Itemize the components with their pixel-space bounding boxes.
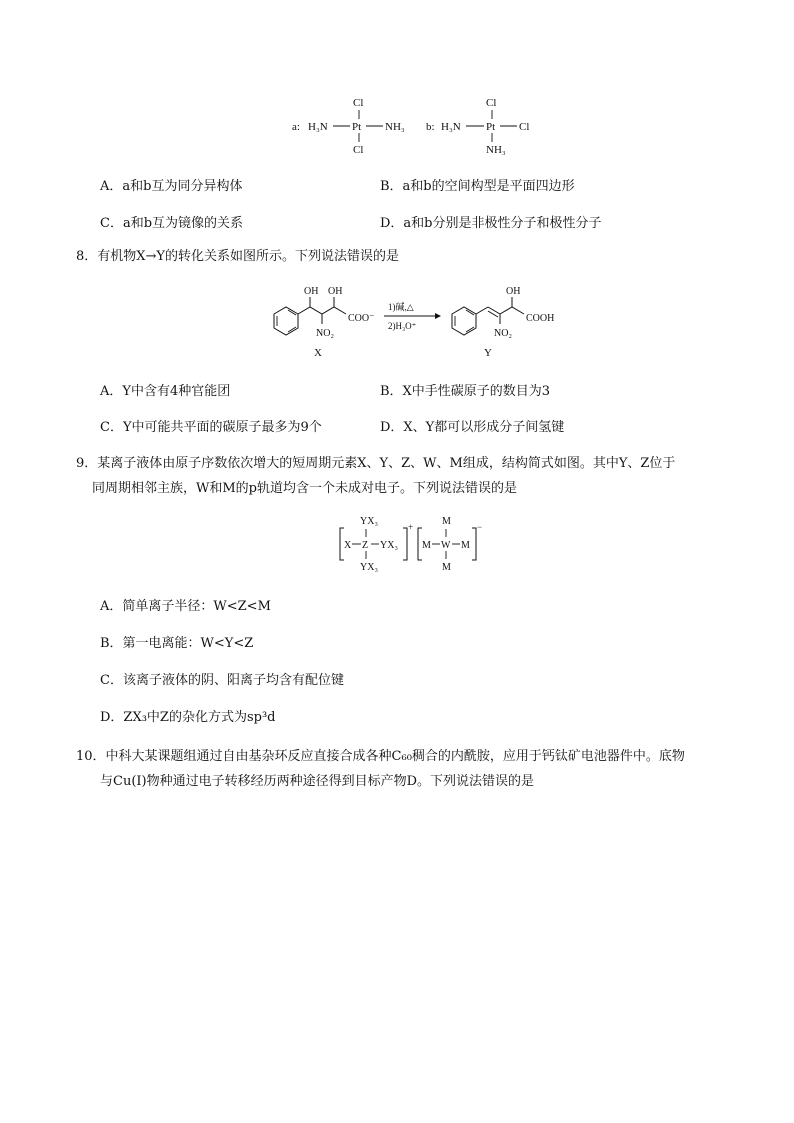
x-no2: NO₂	[316, 328, 334, 339]
q9-stem-line-2: 同周期相邻主族，W和M的p轨道均含一个未成对电子。下列说法错误的是	[92, 481, 517, 496]
y-no2: NO₂	[494, 328, 512, 339]
anion-m-bottom: M	[442, 562, 451, 573]
a-cl-bottom: Cl	[353, 144, 364, 156]
q9-option-d: D．ZX₃中Z的杂化方式为sp³d	[100, 710, 276, 725]
y-oh: OH	[506, 286, 521, 297]
x-oh-1: OH	[304, 286, 319, 297]
q7-option-c: C．a和b互为镜像的关系	[100, 216, 244, 231]
q9-option-b: B．第一电离能：W<Y<Z	[100, 636, 254, 651]
cation-yx3-right: YX₃	[380, 540, 398, 551]
cation-yx3-top: YX₃	[360, 516, 378, 527]
q9-option-c: C．该离子液体的阴、阳离子均含有配位键	[100, 673, 344, 688]
q8-option-d: D．X、Y都可以形成分子间氢键	[380, 420, 565, 435]
anion-w: W	[441, 540, 451, 551]
pt-complex-structures	[280, 92, 560, 162]
arrow-bottom-conditions: 2)H₃O⁺	[388, 321, 417, 331]
a-h3n: H₃N	[308, 121, 328, 133]
anion-charge: −	[477, 522, 483, 532]
ionic-liquid-structure	[330, 508, 490, 578]
arrow-top-conditions: 1)碱,△	[388, 302, 414, 312]
q10-stem-line-1: 10．中科大某课题组通过自由基杂环反应直接合成各种C₆₀稠合的内酰胺，应用于钙钛矿电池器件中。底物	[76, 749, 685, 764]
q8-option-b: B．X中手性碳原子的数目为3	[380, 384, 551, 399]
q7-option-a: A．a和b互为同分异构体	[100, 179, 243, 194]
q7-option-b: B．a和b的空间构型是平面四边形	[380, 179, 575, 194]
anion-m-top: M	[442, 516, 451, 527]
cation-charge: +	[408, 522, 414, 532]
q8-stem: 8．有机物X→Y的转化关系如图所示。下列说法错误的是	[76, 249, 400, 264]
cation-yx3-bottom: YX₃	[360, 562, 378, 573]
x-to-y-reaction-diagram	[250, 280, 580, 362]
a-pt: Pt	[352, 121, 362, 133]
x-coo: COO⁻	[348, 313, 375, 324]
q9-option-a: A．简单离子半径：W<Z<M	[100, 599, 271, 614]
x-label: X	[314, 347, 322, 359]
q10-stem-line-2: 与Cu(Ⅰ)物种通过电子转移经历两种途径得到目标产物D。下列说法错误的是	[100, 774, 535, 789]
q8-option-a: A．Y中含有4种官能团	[100, 384, 231, 399]
label-b: b:	[426, 121, 435, 133]
anion-m-left: M	[422, 540, 431, 551]
b-cl-top: Cl	[486, 97, 497, 109]
label-a: a:	[292, 121, 300, 133]
y-label: Y	[484, 347, 492, 359]
b-cl-right: Cl	[519, 121, 530, 133]
b-nh3-bottom: NH₃	[486, 144, 506, 156]
a-nh3: NH₃	[385, 121, 405, 133]
x-oh-2: OH	[328, 286, 343, 297]
cation-z: Z	[362, 540, 369, 551]
q9-stem-line-1: 9．某离子液体由原子序数依次增大的短周期元素X、Y、Z、W、M组成，结构简式如图。其中Y、Z位于	[76, 456, 676, 471]
y-cooh: COOH	[526, 313, 555, 324]
a-cl-top: Cl	[353, 97, 364, 109]
cation-x: X	[344, 540, 352, 551]
q7-option-d: D．a和b分别是非极性分子和极性分子	[380, 216, 602, 231]
q8-option-c: C．Y中可能共平面的碳原子最多为9个	[100, 420, 322, 435]
b-h3n: H₃N	[441, 121, 461, 133]
anion-m-right: M	[461, 540, 470, 551]
b-pt: Pt	[486, 121, 496, 133]
